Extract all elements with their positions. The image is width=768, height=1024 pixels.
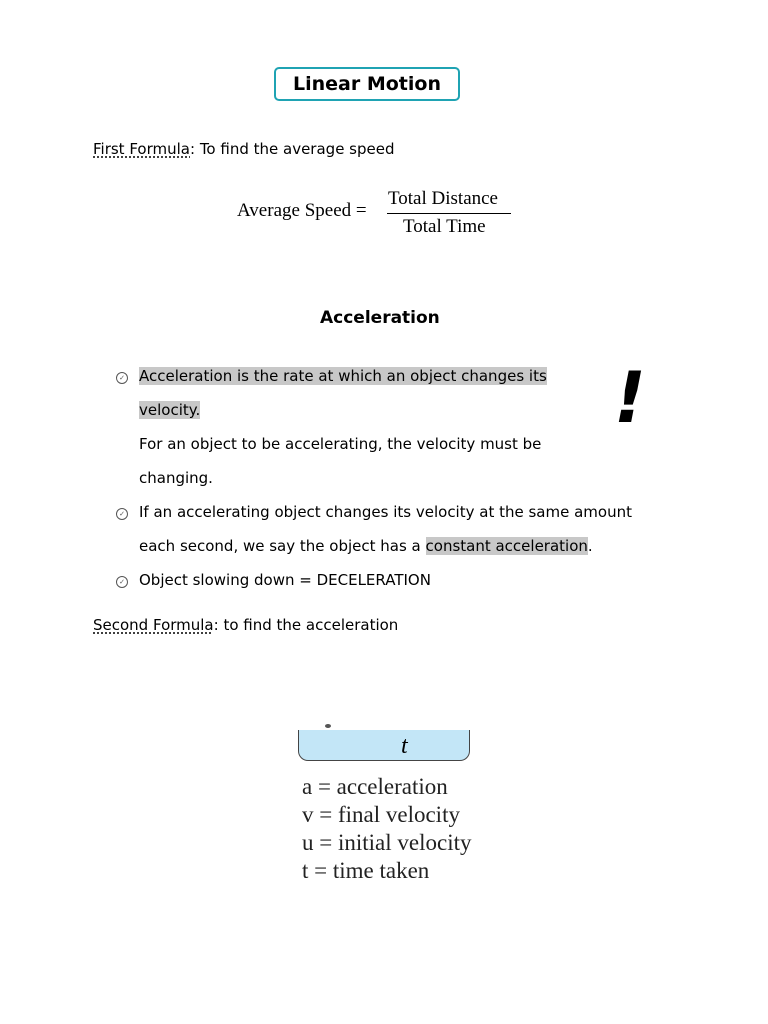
first-formula-text: : To find the average speed [190, 140, 395, 158]
exclamation-mark-icon: ! [614, 357, 646, 439]
constant-acceleration-highlight: constant acceleration [425, 537, 588, 555]
bullet-1-line-1: Acceleration is the rate at which an object changes its [139, 367, 547, 385]
average-speed-numerator: Total Distance [388, 188, 498, 209]
bullet-2-line-2: each second, we say the object has a constant acceleration. [139, 537, 593, 555]
fraction-bar [387, 213, 511, 214]
bullet-icon: ✓ [116, 508, 128, 520]
legend-acceleration: a = acceleration [302, 774, 448, 799]
acceleration-formula-image [298, 730, 470, 761]
page-title [274, 67, 460, 101]
bullet-1-line-2: velocity. [139, 401, 201, 419]
first-formula-label: First Formula [93, 140, 190, 158]
legend-initial-velocity: u = initial velocity [302, 830, 472, 855]
page-title-text: Linear Motion [293, 73, 441, 95]
bullet-2-line-1: If an accelerating object changes its velocity at the same amount [139, 503, 632, 521]
second-formula-text: : to find the acceleration [213, 616, 399, 634]
bullet-icon: ✓ [116, 372, 128, 384]
acceleration-heading: Acceleration [320, 308, 440, 328]
first-formula-line [93, 139, 395, 159]
average-speed-lhs: Average Speed = [237, 200, 367, 221]
cropped-glyph-mark [325, 724, 331, 728]
bullet-3-line-1: Object slowing down = DECELERATION [139, 571, 431, 589]
average-speed-denominator: Total Time [403, 216, 486, 237]
second-formula-line [93, 615, 398, 635]
bullet-icon: ✓ [116, 576, 128, 588]
legend-final-velocity: v = final velocity [302, 802, 460, 827]
formula-denominator-t: t [401, 733, 408, 759]
bullet-1-line-4: changing. [139, 469, 213, 487]
bullet-1-line-3: For an object to be accelerating, the velocity must be [139, 435, 542, 453]
legend-time-taken: t = time taken [302, 858, 430, 883]
second-formula-label: Second Formula [93, 616, 214, 634]
